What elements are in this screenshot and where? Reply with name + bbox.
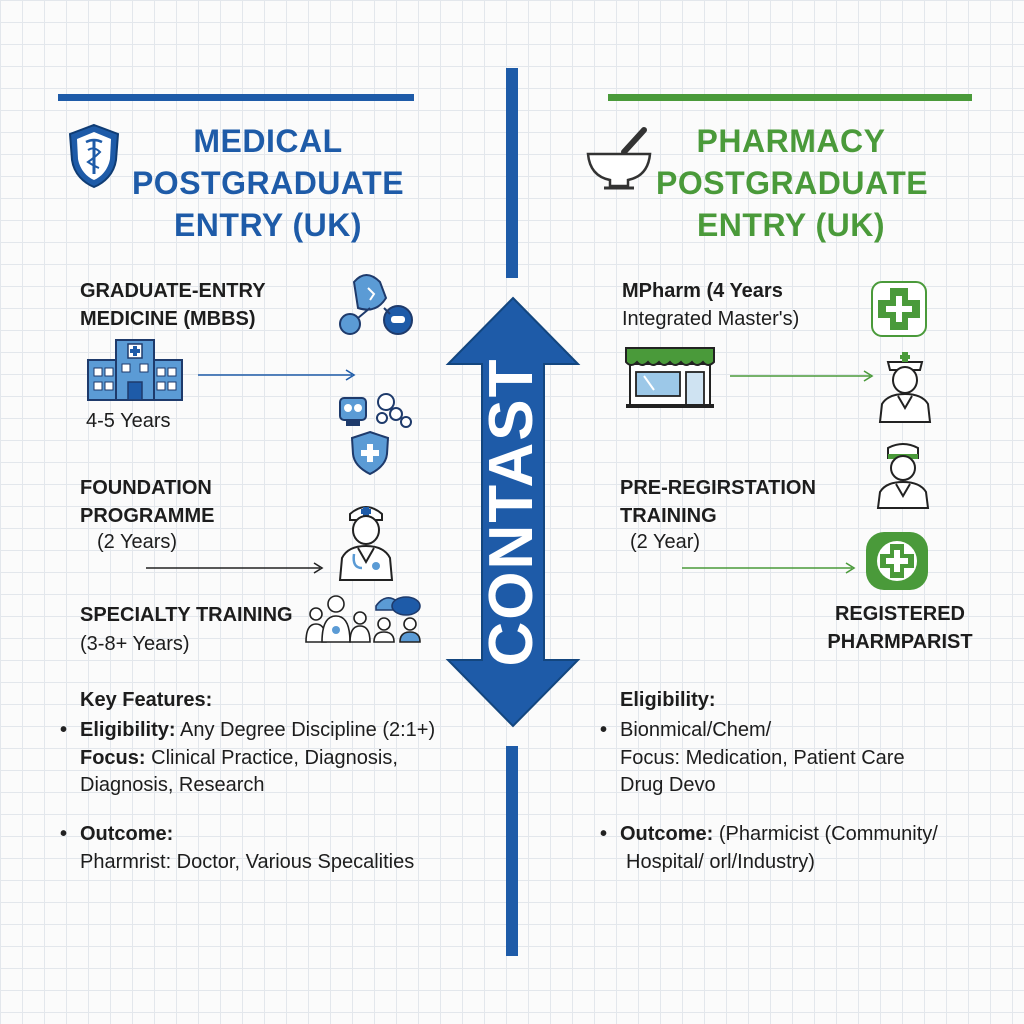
medical-science-icon	[336, 268, 416, 345]
medical-outcome-label: Outcome:	[80, 823, 174, 845]
pharmacy-title: PHARMACY POSTGRADUATE ENTRY (UK)	[656, 123, 929, 243]
pharmacy-outcome-cont: Hospital/ orl/Industry)	[626, 851, 815, 873]
medical-outcome-text: Pharmrist: Doctor, Various Specalities	[80, 851, 415, 873]
medical-arrow-1	[198, 368, 358, 387]
hospital-icon	[86, 338, 184, 407]
pharmacy-focus: Focus: Medication, Patient Care	[620, 747, 905, 769]
medical-header-rule	[58, 94, 414, 101]
medical-focus-cont: Diagnosis, Research	[80, 774, 265, 796]
center-divider-top	[506, 68, 518, 278]
doctor-icon	[334, 502, 398, 587]
medical-stage1-title: GRADUATE-ENTRY MEDICINE (MBBS)	[80, 280, 266, 330]
bullet-dot: •	[60, 823, 68, 845]
pharmacist-icon	[876, 350, 934, 429]
bullet-dot: •	[600, 719, 608, 741]
medical-title: MEDICAL POSTGRADUATE ENTRY (UK)	[131, 123, 405, 243]
pharmacy-stage2-duration: (2 Year)	[630, 531, 701, 553]
medical-stage3-title: SPECIALTY TRAINING	[80, 604, 293, 626]
medical-team-icon	[302, 592, 426, 649]
medical-stage2-duration: (2 Years)	[97, 531, 178, 553]
mortar-pestle-icon	[584, 126, 654, 197]
center-divider-bottom	[506, 746, 518, 956]
pharmacy-arrow-1	[730, 369, 876, 388]
pharmacy-eligibility-title: Eligibility:	[620, 689, 716, 711]
registered-badge-icon	[864, 530, 930, 597]
medical-stage3-duration: (3-8+ Years)	[80, 633, 190, 655]
medical-eligibility: Eligibility: Any Degree Discipline (2:1+)	[80, 719, 436, 741]
medical-features-title: Key Features:	[80, 689, 213, 711]
contast-label: CONTAST	[477, 357, 546, 667]
lab-equipment-icon	[336, 388, 416, 483]
pharmacy-outcome: Outcome: (Pharmicist (Community/	[620, 823, 938, 845]
pharmacy-header-rule	[608, 94, 972, 101]
bullet-dot: •	[60, 719, 68, 741]
pharmacy-stage1-title: MPharm (4 Years	[622, 280, 783, 302]
medical-stage1-duration: 4-5 Years	[86, 410, 171, 432]
pharmacy-stage1-subtitle: Integrated Master's)	[622, 308, 800, 330]
medical-arrow-2	[146, 561, 326, 580]
pharmacy-eligibility-text: Bionmical/Chem/	[620, 719, 772, 741]
green-cross-icon	[870, 280, 928, 343]
pharmacist-trainee-icon	[874, 440, 932, 515]
pharmacy-shop-icon	[624, 344, 716, 415]
pharmacy-focus-cont: Drug Devo	[620, 774, 716, 796]
medical-focus: Focus: Clinical Practice, Diagnosis,	[80, 747, 398, 769]
medical-stage2-title: FOUNDATION PROGRAMME	[80, 477, 215, 527]
shield-caduceus-icon	[66, 122, 122, 195]
bullet-dot: •	[600, 823, 608, 845]
pharmacy-arrow-2	[682, 561, 858, 580]
pharmacy-stage2-title: PRE-REGIRSTATION TRAINING	[620, 477, 816, 527]
pharmacy-stage3-title: REGISTERED PHARMPARIST	[827, 603, 973, 653]
